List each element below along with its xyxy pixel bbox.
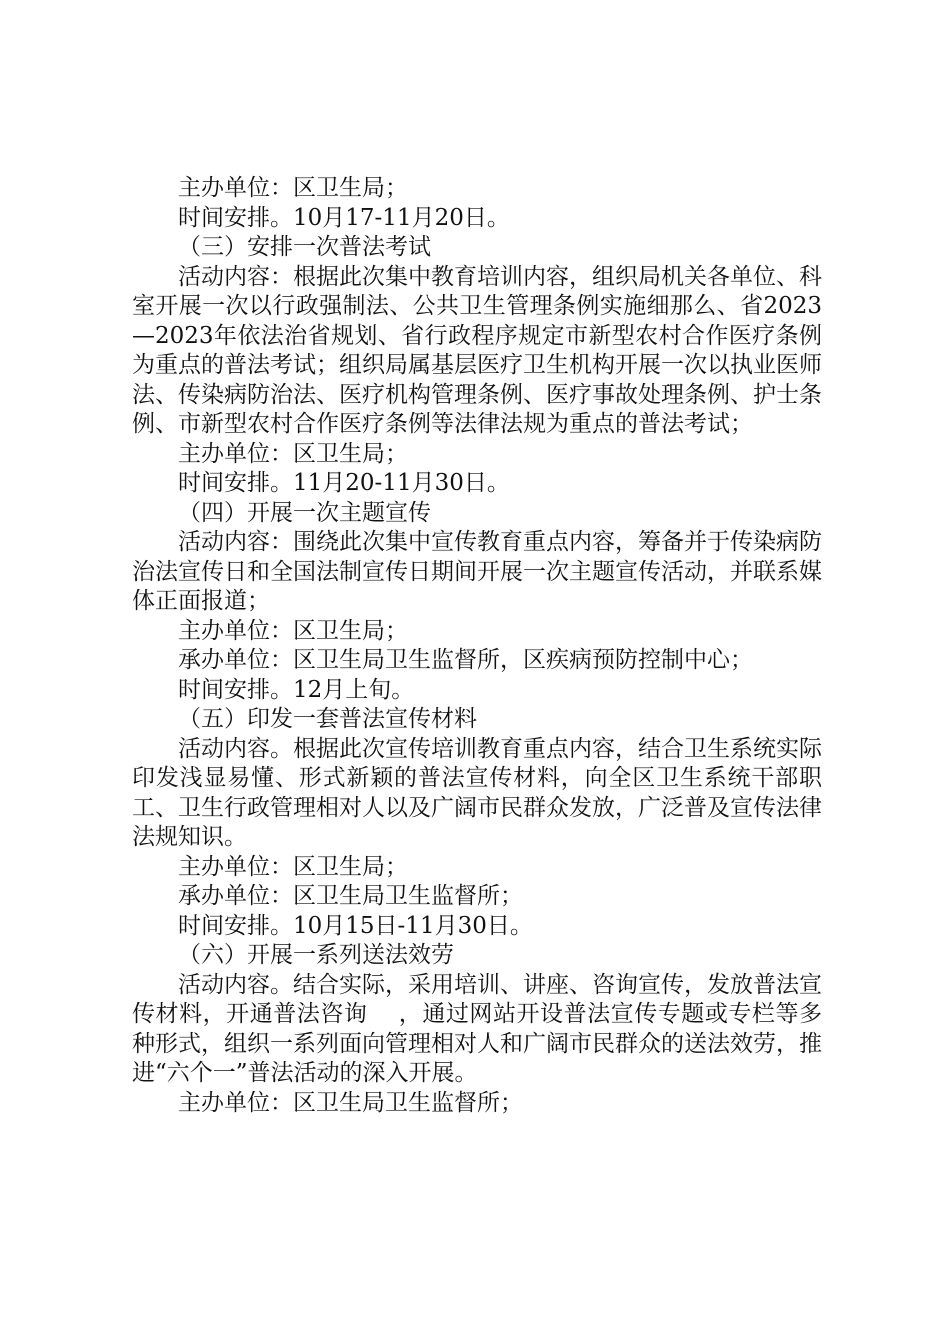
section-heading-3: （三）安排一次普法考试: [178, 234, 431, 260]
section-heading-6: （六）开展一系列送法效劳: [178, 942, 454, 968]
paragraph-coorganizer-5: 承办单位：区卫生局卫生监督所；: [178, 883, 523, 909]
paragraph-organizer-3: 主办单位：区卫生局；: [178, 440, 408, 467]
paragraph-organizer-4: 主办单位：区卫生局；: [178, 617, 408, 644]
paragraph-activity-6: 活动内容。结合实际，采用培训、讲座、咨询宣传，发放普法宣传材料，开通普法咨询 ，通过网站开设普法宣传专题或专栏等多种形式，组织一系列面向管理相对人和广阔市民群众的送法效劳，推进“六个一”普法活动的深入开展。: [132, 971, 822, 1086]
paragraph-organizer-1: 主办单位：区卫生局；: [178, 175, 408, 201]
paragraph-activity-5: 活动内容。根据此次宣传培训教育重点内容，结合卫生系统实际印发浅显易懂、形式新颖的普法宣传材料，向全区卫生系统干部职工、卫生行政管理相对人以及广阔市民群众发放，广泛普及宣传法律法规知识。: [132, 735, 822, 850]
paragraph-schedule-4: 时间安排。12月上旬。: [178, 676, 415, 703]
section-heading-5: （五）印发一套普法宣传材料: [178, 706, 477, 732]
paragraph-schedule-1: 时间安排。10月17-11月20日。: [178, 204, 510, 231]
paragraph-organizer-5: 主办单位：区卫生局；: [178, 853, 408, 880]
paragraph-activity-4: 活动内容：围绕此次集中宣传教育重点内容，筹备并于传染病防治法宣传日和全国法制宣传日期间开展一次主题宣传活动，并联系媒体正面报道；: [132, 529, 822, 614]
paragraph-activity-3: 活动内容：根据此次集中教育培训内容，组织局机关各单位、科室开展一次以行政强制法、公共卫生管理条例实施细那么、省2023—2023年依法治省规划、省行政程序规定市新型农村合作医疗条例为重点的普法考试；组织局属基层医疗卫生机构开展一次以执业医师法、传染病防治法、医疗机构管理条例、医疗事故处理条例、护士条例、市新型农村合作医疗条例等法律法规为重点的普法考试；: [132, 263, 822, 437]
document-body: [132, 174, 822, 1118]
paragraph-organizer-6: 主办单位：区卫生局卫生监督所；: [178, 1089, 523, 1116]
section-heading-4: （四）开展一次主题宣传: [178, 499, 431, 526]
paragraph-schedule-5: 时间安排。10月15日-11月30日。: [178, 912, 533, 939]
paragraph-coorganizer-4: 承办单位：区卫生局卫生监督所，区疾病预防控制中心；: [178, 647, 753, 673]
paragraph-schedule-3: 时间安排。11月20-11月30日。: [178, 470, 510, 496]
